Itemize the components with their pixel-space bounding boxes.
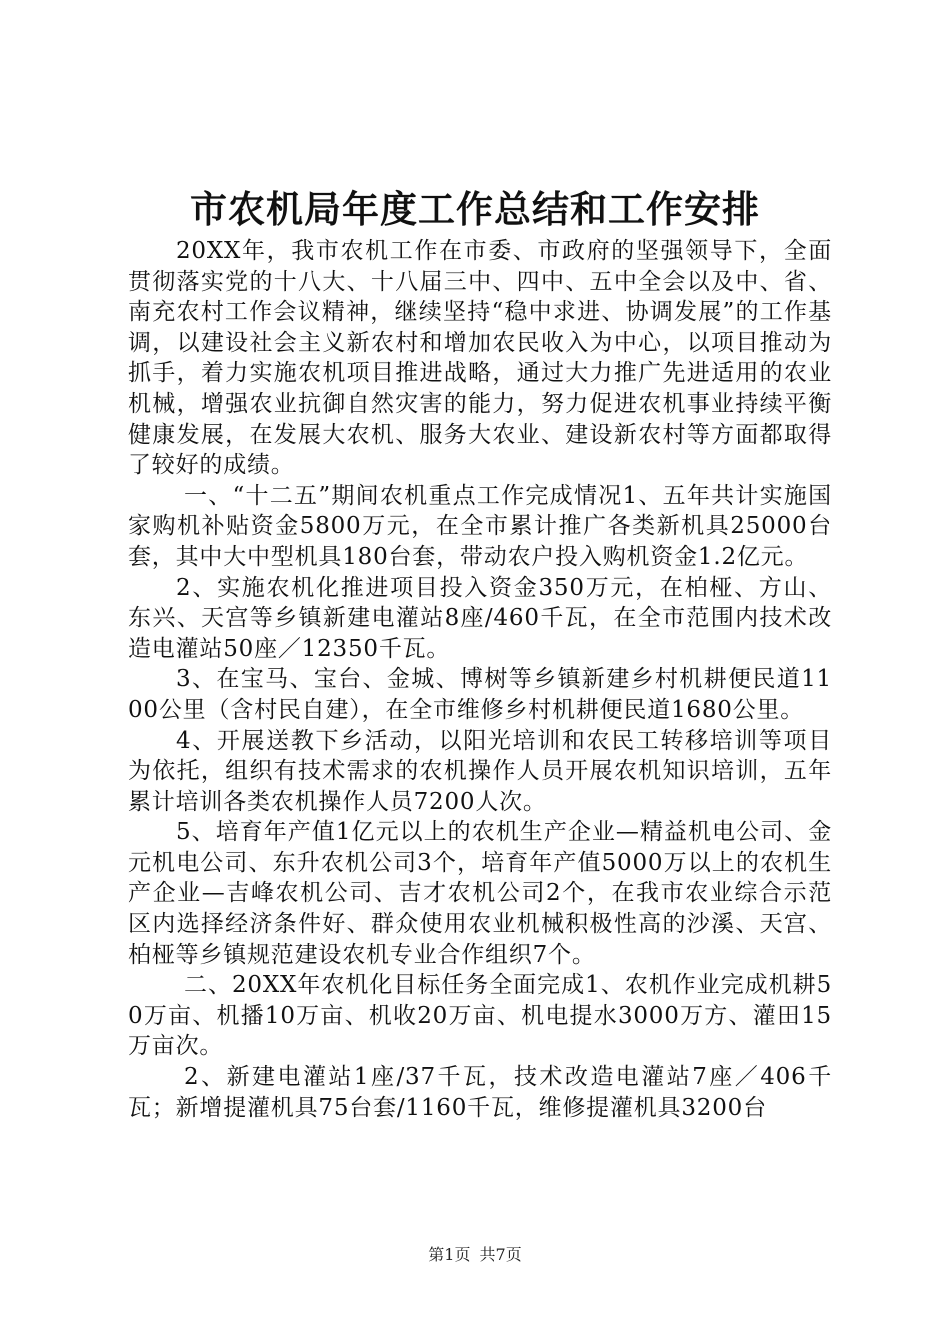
paragraph-section-2: 二、20XX年农机化目标任务全面完成1、农机作业完成机耕50万亩、机播10万亩、机收20万亩、机电提水3000万方、灌田15万亩次。 (128, 972, 832, 1060)
page-number: 第1页 (428, 1245, 471, 1264)
page-footer (0, 1244, 950, 1266)
document-body (128, 236, 832, 1123)
paragraph-section-2-item-2: 2、新建电灌站1座/37千瓦，技术改造电灌站7座／406千瓦；新增提灌机具75台套/1160千瓦，维修提灌机具3200台 (128, 1064, 832, 1121)
document-title: 市农机局年度工作总结和工作安排 (190, 187, 760, 231)
page-total: 共7页 (479, 1245, 522, 1264)
paragraph-item-5: 5、培育年产值1亿元以上的农机生产企业—精益机电公司、金元机电公司、东升农机公司3个，培育年产值5000万以上的农机生产企业—吉峰农机公司、吉才农机公司2个，在我市农业综合示范区内选择经济条件好、群众使用农业机械积极性高的沙溪、天宫、柏桠等乡镇规范建设农机专业合作组织7个。 (128, 819, 832, 968)
paragraph-item-3: 3、在宝马、宝台、金城、博树等乡镇新建乡村机耕便民道1100公里（含村民自建），在全市维修乡村机耕便民道1680公里。 (128, 666, 832, 723)
paragraph-item-2: 2、实施农机化推进项目投入资金350万元，在柏桠、方山、东兴、天宫等乡镇新建电灌站8座/460千瓦，在全市范围内技术改造电灌站50座／12350千瓦。 (128, 574, 832, 662)
paragraph-item-4: 4、开展送教下乡活动，以阳光培训和农民工转移培训等项目为依托，组织有技术需求的农机操作人员开展农机知识培训，五年累计培训各类农机操作人员7200人次。 (128, 727, 832, 815)
paragraph-section-1: 一、“十二五”期间农机重点工作完成情况1、五年共计实施国家购机补贴资金5800万元，在全市累计推广各类新机具25000台套，其中大中型机具180台套，带动农户投入购机资金1.2亿元。 (128, 482, 832, 570)
paragraph-intro: 20XX年，我市农机工作在市委、市政府的坚强领导下，全面贯彻落实党的十八大、十八届三中、四中、五中全会以及中、省、南充农村工作会议精神，继续坚持“稳中求进、协调发展”的工作基调，以建设社会主义新农村和增加农民收入为中心，以项目推动为抓手，着力实施农机项目推进战略，通过大力推广先进适用的农业机械，增强农业抗御自然灾害的能力，努力促进农机事业持续平衡健康发展，在发展大农机、服务大农业、建设新农村等方面都取得了较好的成绩。 (128, 238, 832, 479)
